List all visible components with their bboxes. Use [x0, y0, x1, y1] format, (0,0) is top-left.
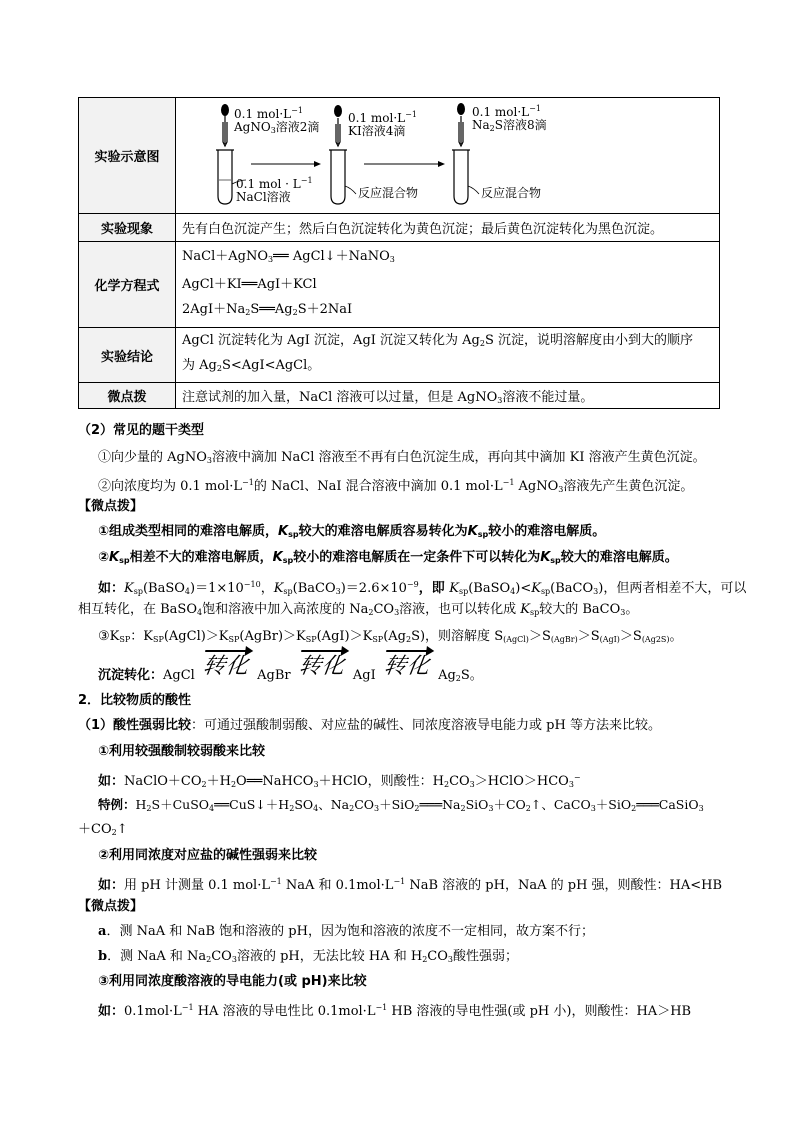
- special-case-line-1: 特例：$H_2S+CuSO_4══CuS↓+H_2SO_4$、$Na_2CO_3+SiO_2═══Na_2SiO_3+CO_2↑$、CaCO$_3$＋SiO$_2$═══CaSiO$_3$: [98, 797, 704, 813]
- conversion-arrow-1: 转化: [201, 652, 251, 682]
- method-3-title: ③利用同浓度酸溶液的导电能力(或 pH)来比较: [98, 974, 367, 989]
- ksp-example-line-2: 相互转化，在 BaSO$_4$饱和溶液中加入高浓度的 $Na_2CO_3$溶液，也可以转化成 $K_{sp}$较大的 BaCO$_3$。: [78, 602, 639, 617]
- tube2-concentration: 0.1 $mol\cdot L^{-1}$: [348, 109, 417, 125]
- equations-cell: [176, 242, 720, 328]
- tube3-mixture-label: 反应混合物: [481, 185, 542, 200]
- acidity-intro: （1）酸性强弱比较：可通过强酸制弱酸、对应盐的碱性、同浓度溶液导电能力或 pH 等方法来比较。: [78, 718, 661, 733]
- precipitate-conversion-line: 沉淀转化：AgCl 转化 AgBr 转化 AgI 转化 $Ag_2S$。: [98, 654, 483, 683]
- conclusion-cell: [176, 328, 720, 383]
- tip-heading-1: 【微点拨】: [78, 499, 144, 514]
- tube1-concentration: 0.1 $mol\cdot L^{-1}$: [234, 105, 303, 121]
- method-2-title: ②利用同浓度对应盐的碱性强弱来比较: [98, 848, 318, 863]
- tube1-reagent: AgNO$_3$溶液2滴: [234, 119, 320, 135]
- tip-point-2: $②K_{sp}$相差不大的难溶电解质，$K_{sp}$较小的难溶电解质在一定条件下可以转化为$K_{sp}$较大的难溶电解质。: [98, 550, 678, 565]
- ksp-order-line: $③K_{SP}$：$K_{SP}(AgCl)>K_{SP}(AgBr)>K_{SP}(AgI)>K_{SP}(Ag_2S)$，则溶解度 $S_{(AgCl)}>S_{(AgBr)}>S_{(AgI)}>S_{(Ag2S)}$。: [98, 629, 683, 644]
- table-row: [79, 242, 720, 328]
- row-header-phenomenon: 实验现象: [79, 214, 176, 242]
- table-row: [79, 328, 720, 383]
- tube3-reagent: $Na_2S$溶液8滴: [472, 117, 547, 133]
- experiment-table: [78, 97, 720, 409]
- equation-3: $2AgI+Na_2S══Ag_2S+2NaI$: [182, 302, 353, 317]
- tip-cell: 注意试剂的加入量，NaCl 溶液可以过量，但是 AgNO$_3$溶液不能过量。: [176, 383, 720, 409]
- equation-1: NaCl＋AgNO$_3$══ AgCl↓＋NaNO$_3$: [182, 249, 395, 264]
- section-title-acidity: 2．比较物质的酸性: [78, 693, 192, 708]
- tube3-concentration: 0.1 $mol\cdot L^{-1}$: [472, 103, 541, 119]
- equation-2: AgCl＋KI══AgI＋KCl: [182, 277, 317, 292]
- tip-heading-2: 【微点拨】: [78, 899, 144, 914]
- phenomenon-text: 先有白色沉淀产生；然后白色沉淀转化为黄色沉淀；最后黄色沉淀转化为黑色沉淀。: [176, 214, 720, 242]
- method-1-example: 如：$NaClO+CO_2+H_2O══NaHCO_3+HClO$，则酸性：$H_2CO_3>HClO>HCO_3^-$: [98, 773, 581, 789]
- special-case-line-2: $+CO_2↑$: [78, 822, 128, 837]
- row-header-conclusion: 实验结论: [79, 328, 176, 383]
- conversion-arrow-2: 转化: [297, 652, 347, 682]
- tip-b: b．测 NaA 和 $Na_2CO_3$溶液的 pH，无法比较 HA 和 $H_2CO_3$酸性强弱；: [98, 949, 519, 964]
- diagram-cell: [176, 98, 720, 214]
- tube2-reagent: KI溶液4滴: [348, 123, 406, 138]
- row-header-diagram: 实验示意图: [79, 98, 176, 214]
- row-header-tip: 微点拨: [79, 383, 176, 409]
- experiment-diagram: [176, 100, 716, 212]
- table-row: [79, 98, 720, 214]
- row-header-equation: 化学方程式: [79, 242, 176, 328]
- table-row: [79, 214, 720, 242]
- tube1-bottom-conc: 0.1 mol · $L^{-1}$: [236, 175, 313, 191]
- method-1-title: ①利用较强酸制较弱酸来比较: [98, 744, 266, 759]
- section-title-question-types: （2）常见的题干类型: [78, 423, 205, 438]
- method-3-example: 如：$0.1mol\cdot L^{-1}$ HA 溶液的导电性比 $0.1mol\cdot L^{-1}$ HB 溶液的导电性强(或 pH 小)，则酸性：HA＞HB: [98, 1003, 692, 1019]
- conversion-arrow-3: 转化: [382, 652, 432, 682]
- tube2-mixture-label: 反应混合物: [358, 185, 419, 200]
- question-type-2: ②向浓度均为 0.1 $mol\cdot L^{-1}$的 NaCl、NaI 混合溶液中滴加 0.1 $mol\cdot L^{-1}$ AgNO$_3$溶液先产生黄色沉淀。: [98, 478, 694, 494]
- conclusion-line-1: AgCl 沉淀转化为 AgI 沉淀，AgI 沉淀又转化为 $Ag_2S$ 沉淀，说明溶解度由小到大的顺序: [182, 333, 694, 348]
- method-2-example: 如：用 pH 计测量 0.1 $mol\cdot L^{-1}$ NaA 和 $0.1mol\cdot L^{-1}$ NaB 溶液的 pH，NaA 的 pH 强，则酸性：HA<HB: [98, 877, 723, 893]
- conclusion-line-2: 为 $Ag_2S<AgI<AgCl$。: [182, 358, 321, 373]
- tube1-bottom-solution: NaCl溶液: [236, 189, 291, 204]
- table-row: [79, 383, 720, 409]
- tip-a: a．测 NaA 和 NaB 饱和溶液的 pH，因为饱和溶液的浓度不一定相同，故方案不行；: [98, 924, 594, 939]
- question-type-1: ①向少量的 AgNO$_3$溶液中滴加 NaCl 溶液至不再有白色沉淀生成，再向其中滴加 KI 溶液产生黄色沉淀。: [98, 450, 706, 465]
- tip-point-1: ①组成类型相同的难溶电解质，$K_{sp}$较大的难溶电解质容易转化为$K_{sp}$较小的难溶电解质。: [98, 524, 606, 539]
- ksp-example-line-1: 如：$K_{sp}(BaSO_4)=1\times 10^{-10}$，$K_{sp}(BaCO_3)=2.6\times 10^{-9}$，即 $K_{sp}(BaSO_4)<K_{sp}(BaCO_3)$，但两者相差不大，可以: [98, 580, 747, 596]
